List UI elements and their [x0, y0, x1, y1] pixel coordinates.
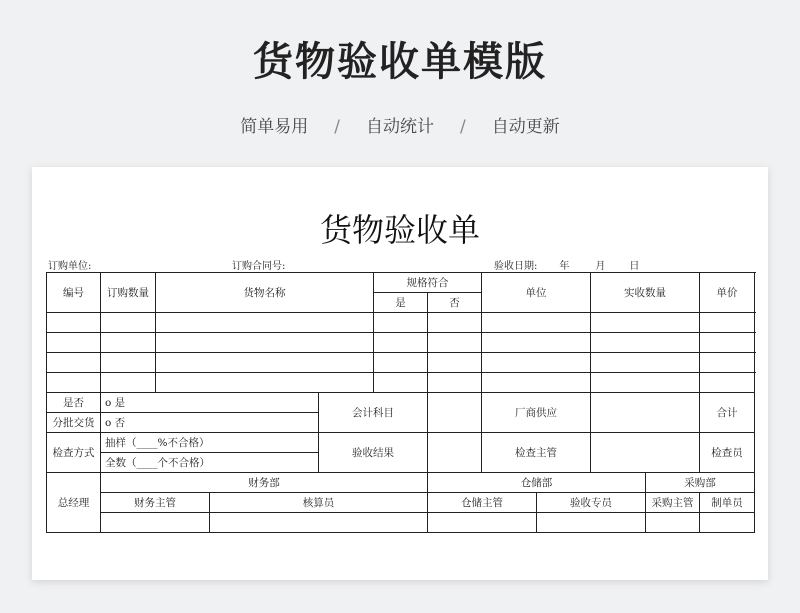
col-spec-match: 规格符合: [374, 273, 482, 293]
cell[interactable]: [428, 333, 482, 353]
cell[interactable]: [101, 333, 156, 353]
cell[interactable]: [156, 313, 374, 333]
col-actual-qty: 实收数量: [591, 273, 700, 313]
preparer-sign[interactable]: [700, 513, 755, 533]
inspection-date: [494, 257, 639, 272]
check-method-label: 检查方式: [47, 433, 101, 473]
col-order-qty: 订购数量: [101, 273, 156, 313]
cell[interactable]: [374, 333, 428, 353]
inspector-label: 检查员: [700, 433, 755, 473]
document-title: 货物验收单: [319, 211, 480, 249]
warehouse-supervisor-sign[interactable]: [428, 513, 537, 533]
cell[interactable]: [700, 333, 755, 353]
table-row: [47, 373, 755, 393]
cell[interactable]: [101, 353, 156, 373]
cell[interactable]: [47, 373, 101, 393]
cell[interactable]: [101, 313, 156, 333]
order-unit-label: 订购单位:: [48, 261, 92, 272]
purchase-supervisor-label: 采购主管: [646, 493, 700, 513]
cell[interactable]: [374, 353, 428, 373]
cell[interactable]: [428, 353, 482, 373]
receipt-form-table: [46, 272, 755, 533]
warehouse-supervisor-label: 仓储主管: [428, 493, 537, 513]
document-preview: [32, 167, 768, 580]
finance-dept-label: 财务部: [101, 473, 428, 493]
signature-row: [47, 513, 755, 533]
cell[interactable]: [101, 373, 156, 393]
cell[interactable]: [156, 373, 374, 393]
col-goods-name: 货物名称: [156, 273, 374, 313]
cell[interactable]: [156, 333, 374, 353]
supplier-value[interactable]: [591, 393, 700, 433]
cell[interactable]: [374, 373, 428, 393]
col-unit: 单位: [482, 273, 591, 313]
page-title: 货物验收单模版: [253, 39, 547, 85]
purchase-supervisor-sign[interactable]: [646, 513, 700, 533]
cell[interactable]: [591, 353, 700, 373]
cell[interactable]: [700, 313, 755, 333]
cell[interactable]: [482, 333, 591, 353]
table-row: [47, 333, 755, 353]
cell[interactable]: [428, 313, 482, 333]
cell[interactable]: [591, 333, 700, 353]
cell[interactable]: [700, 353, 755, 373]
supplier-label: 厂商供应: [482, 393, 591, 433]
general-manager-label: 总经理: [47, 473, 101, 533]
auditor-sign[interactable]: [210, 513, 428, 533]
check-supervisor-value[interactable]: [591, 433, 700, 473]
cell[interactable]: [482, 313, 591, 333]
accounting-subject-label: 会计科目: [319, 393, 428, 433]
table-row: [47, 313, 755, 333]
cell[interactable]: [47, 333, 101, 353]
check-option-sample[interactable]: 抽样（____%不合格）: [101, 433, 319, 453]
batch-label-1: 是否: [47, 393, 101, 413]
col-unit-price: 单价: [700, 273, 755, 313]
feature-auto-stats: 自动统计: [366, 117, 434, 137]
purchase-dept-label: 采购部: [646, 473, 755, 493]
date-month: 月: [595, 261, 606, 272]
batch-label-2: 分批交货: [47, 413, 101, 433]
date-day: 日: [629, 261, 640, 272]
check-result-label: 验收结果: [319, 433, 428, 473]
cell[interactable]: [700, 373, 755, 393]
preparer-label: 制单员: [700, 493, 755, 513]
batch-option-no[interactable]: o 否: [101, 413, 319, 433]
date-year: 年: [559, 261, 570, 272]
cell[interactable]: [482, 353, 591, 373]
col-number: 编号: [47, 273, 101, 313]
warehouse-dept-label: 仓储部: [428, 473, 646, 493]
check-option-full[interactable]: 全数（____个不合格）: [101, 453, 319, 473]
inspection-date-label: 验收日期:: [494, 261, 538, 272]
feature-auto-update: 自动更新: [491, 117, 560, 137]
cell[interactable]: [47, 353, 101, 373]
cell[interactable]: [591, 313, 700, 333]
feature-tagline: [0, 112, 800, 137]
cell[interactable]: [591, 373, 700, 393]
cell[interactable]: [156, 353, 374, 373]
col-spec-no: 否: [428, 293, 482, 313]
check-supervisor-label: 检查主管: [482, 433, 591, 473]
contract-no-label: 订购合同号:: [232, 261, 286, 272]
feature-easy: 简单易用: [240, 117, 309, 137]
cell[interactable]: [428, 373, 482, 393]
check-result-value[interactable]: [428, 433, 482, 473]
auditor-label: 核算员: [210, 493, 428, 513]
separator: /: [334, 117, 340, 137]
accounting-subject-value[interactable]: [428, 393, 482, 433]
batch-option-yes[interactable]: o 是: [101, 393, 319, 413]
cell[interactable]: [374, 313, 428, 333]
finance-supervisor-sign[interactable]: [101, 513, 210, 533]
acceptance-specialist-label: 验收专员: [537, 493, 646, 513]
col-spec-yes: 是: [374, 293, 428, 313]
separator: /: [460, 117, 466, 137]
acceptance-specialist-sign[interactable]: [537, 513, 646, 533]
cell[interactable]: [482, 373, 591, 393]
table-row: [47, 353, 755, 373]
cell[interactable]: [47, 313, 101, 333]
finance-supervisor-label: 财务主管: [101, 493, 210, 513]
total-label: 合计: [700, 393, 755, 433]
